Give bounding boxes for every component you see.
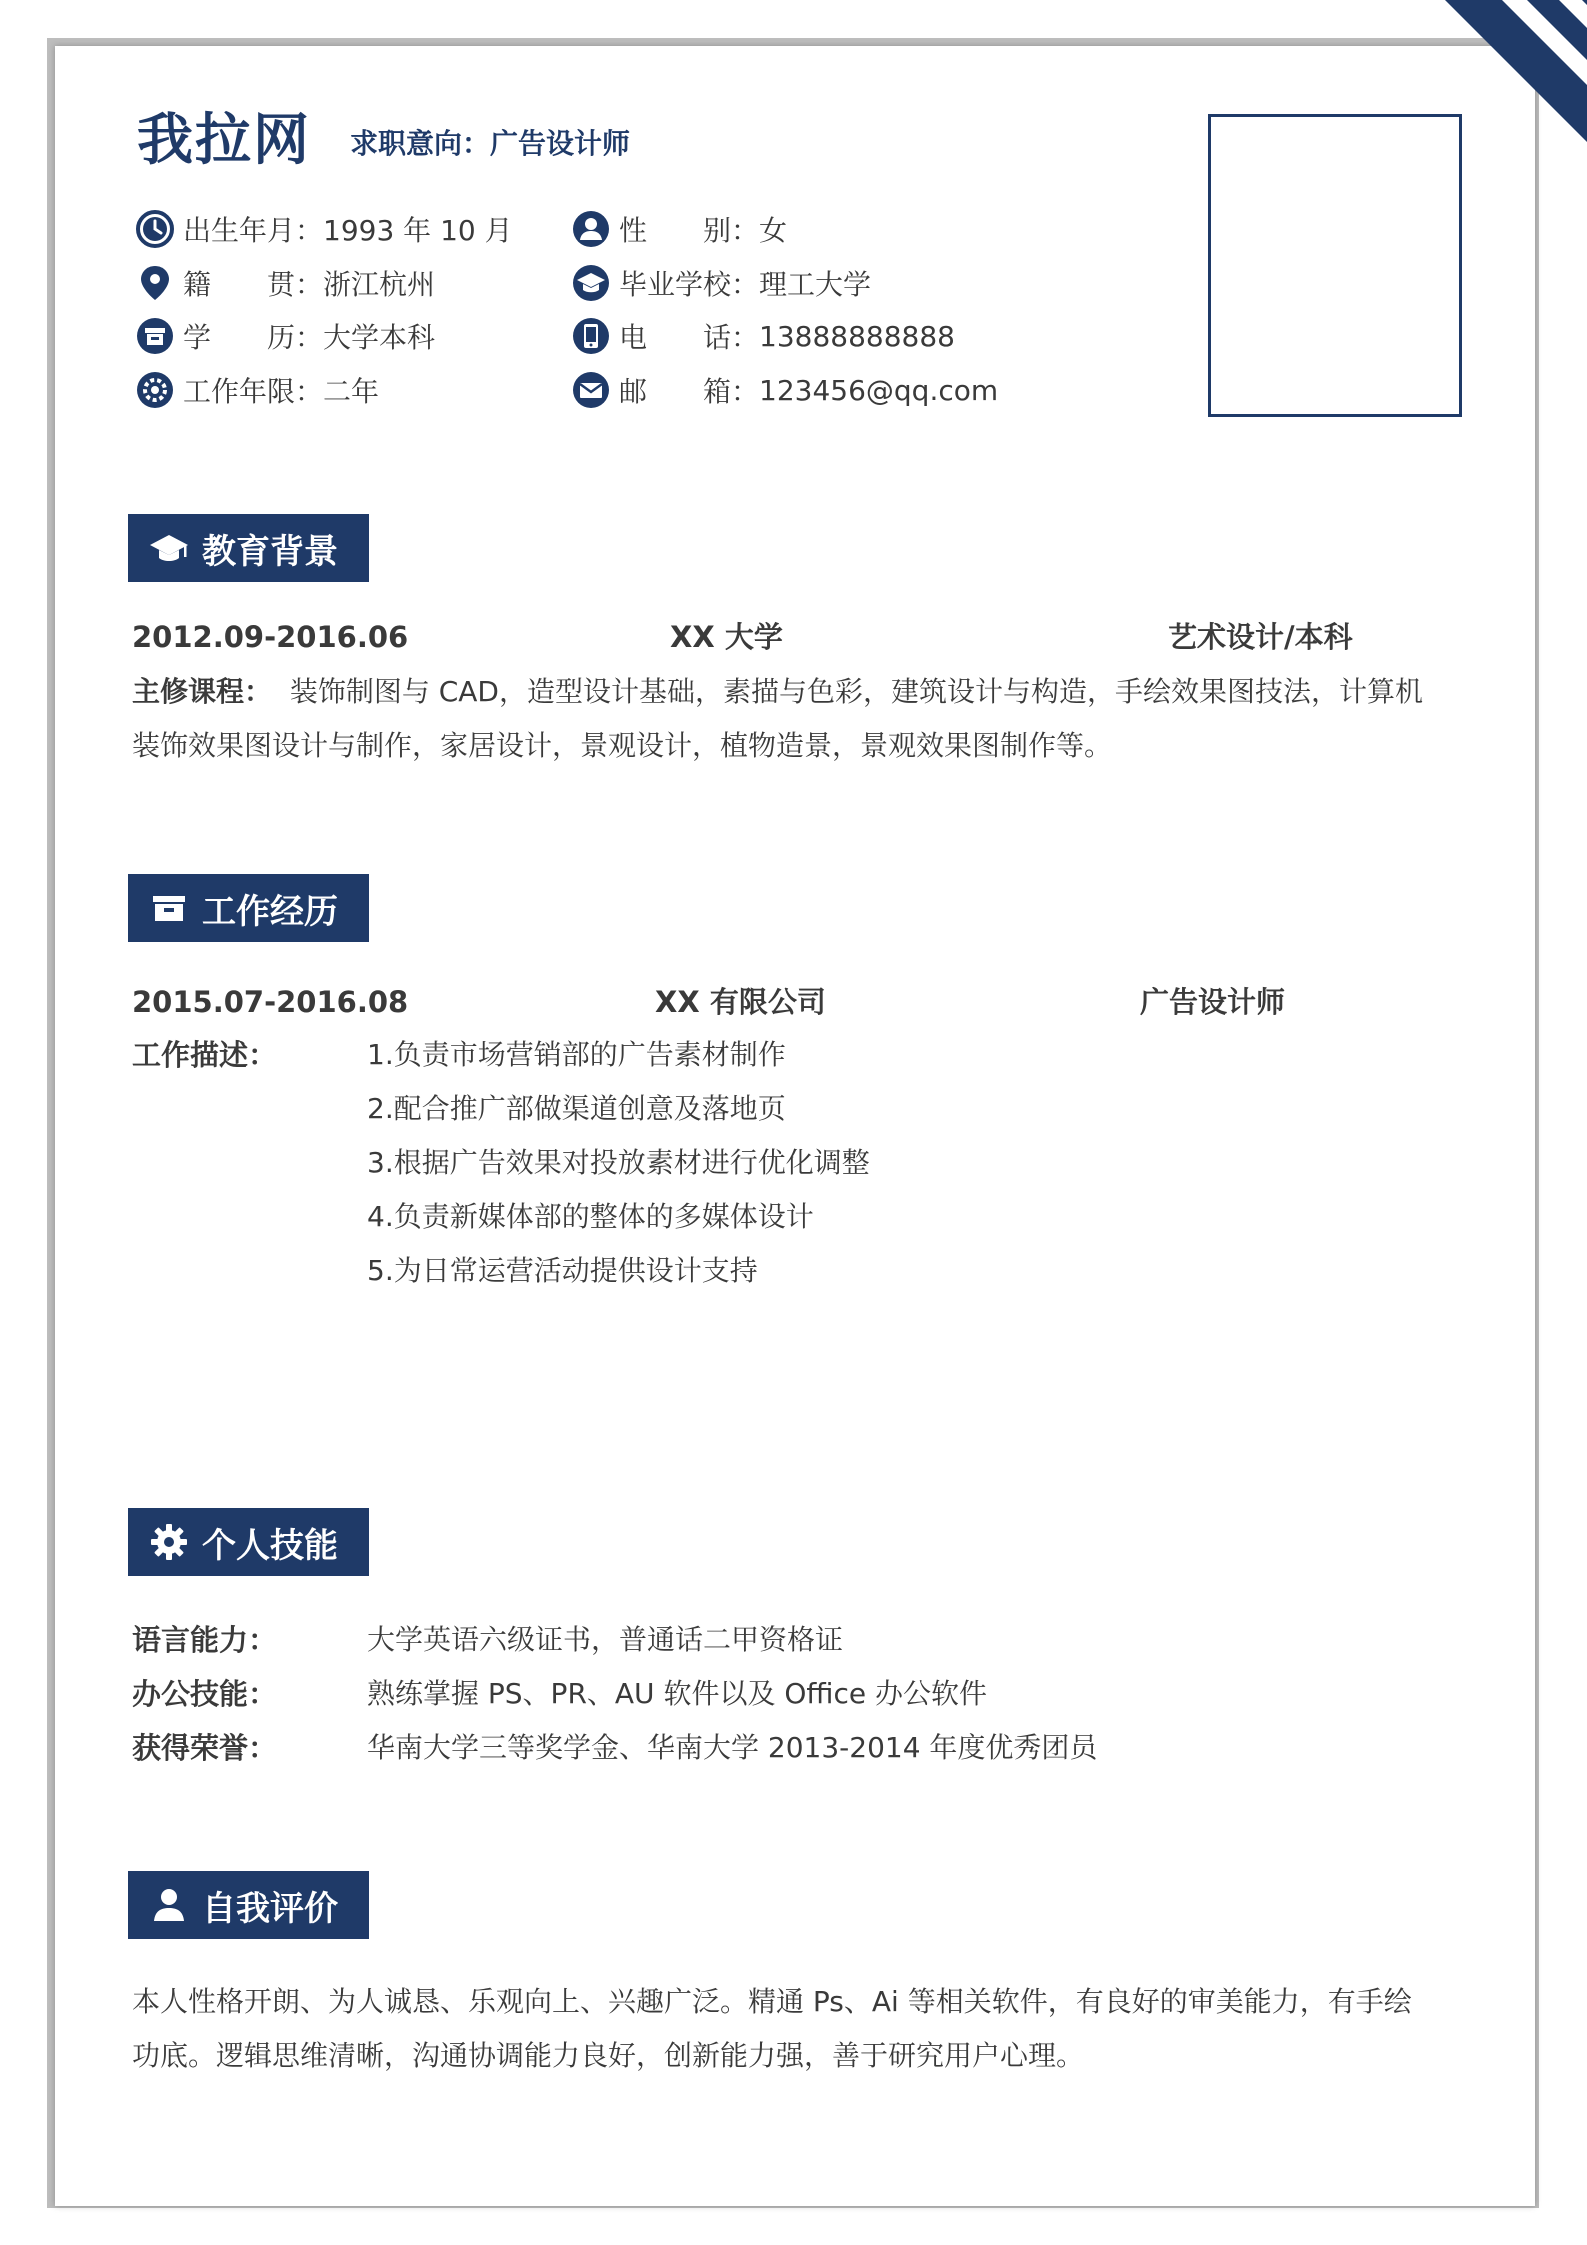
job-intent: 求职意向：广告设计师 (350, 127, 631, 160)
work-company: XX 有限公司 (655, 985, 826, 1019)
section-title: 自我评价 (202, 1888, 338, 1929)
info-value: 13888888888 (759, 319, 955, 353)
skill-value: 熟练掌握 PS、PR、AU 软件以及 Office 办公软件 (367, 1677, 987, 1710)
skill-label: 语言能力： (132, 1623, 278, 1657)
clock-icon (135, 209, 175, 249)
courses-line-2: 装饰效果图设计与制作，家居设计，景观设计，植物造景，景观效果图制作等。 (132, 729, 1113, 762)
education-courses (132, 665, 1472, 773)
work-desc-item: 2.配合推广部做渠道创意及落地页 (367, 1092, 786, 1125)
info-label: 邮 箱： (619, 375, 760, 408)
info-label: 学 历： (183, 321, 324, 354)
self-eval-line-1: 本人性格开朗、为人诚恳、乐观向上、兴趣广泛。精通 Ps、Ai 等相关软件，有良好的审美能力，有手绘 (132, 1985, 1412, 2018)
self-eval-line-2: 功底。逻辑思维清晰，沟通协调能力良好，创新能力强，善于研究用户心理。 (132, 2039, 1085, 2072)
courses-label: 主修课程： (132, 675, 273, 708)
info-hometown (135, 263, 435, 303)
graduation-cap-icon (148, 527, 190, 569)
info-label: 籍 贯： (183, 268, 324, 301)
courses-line-1: 装饰制图与 CAD，造型设计基础，素描与色彩，建筑设计与构造，手绘效果图技法，计算机 (289, 675, 1423, 708)
education-school: XX 大学 (670, 620, 783, 654)
section-header-skills (128, 1508, 369, 1576)
info-value: 理工大学 (759, 268, 872, 301)
mobile-phone-icon (571, 316, 611, 356)
section-header-work (128, 874, 369, 942)
gear-icon (148, 1521, 190, 1563)
info-label: 电 话： (619, 321, 760, 354)
info-value: 123456@qq.com (759, 373, 999, 407)
info-value: 浙江杭州 (323, 268, 436, 301)
work-position: 广告设计师 (1140, 985, 1286, 1019)
info-label: 工作年限： (183, 375, 324, 408)
section-title: 教育背景 (202, 531, 338, 572)
info-school (571, 263, 871, 303)
info-gender (571, 209, 787, 249)
work-desc-item: 1.负责市场营销部的广告素材制作 (367, 1038, 786, 1071)
work-desc-item: 5.为日常运营活动提供设计支持 (367, 1254, 758, 1287)
education-date: 2012.09-2016.06 (132, 620, 409, 654)
info-education (135, 316, 435, 356)
location-pin-icon (135, 263, 175, 303)
info-label: 毕业学校： (619, 268, 760, 301)
self-eval-text (132, 1975, 1472, 2083)
section-header-self-eval (128, 1871, 369, 1939)
info-value: 1993 年 10 月 (323, 214, 513, 247)
skill-label: 办公技能： (132, 1677, 278, 1711)
info-phone (571, 316, 955, 356)
graduation-cap-icon (571, 263, 611, 303)
work-desc-item: 3.根据广告效果对投放素材进行优化调整 (367, 1146, 870, 1179)
skill-value: 大学英语六级证书，普通话二甲资格证 (367, 1623, 844, 1656)
archive-box-icon (148, 887, 190, 929)
envelope-icon (571, 370, 611, 410)
info-value: 女 (759, 214, 788, 247)
section-title: 工作经历 (202, 891, 338, 932)
info-label: 性 别： (619, 214, 760, 247)
work-desc-label: 工作描述： (132, 1038, 278, 1072)
info-email (571, 370, 998, 410)
work-desc-item: 4.负责新媒体部的整体的多媒体设计 (367, 1200, 814, 1233)
skill-label: 获得荣誉： (132, 1731, 278, 1765)
archive-box-icon (135, 316, 175, 356)
user-icon (571, 209, 611, 249)
gear-icon (135, 370, 175, 410)
education-major: 艺术设计/本科 (1168, 620, 1353, 654)
info-birth (135, 209, 513, 249)
applicant-name: 我拉网 (137, 108, 311, 173)
section-header-education (128, 514, 369, 582)
info-value: 大学本科 (323, 321, 436, 354)
skill-value: 华南大学三等奖学金、华南大学 2013-2014 年度优秀团员 (367, 1731, 1098, 1764)
section-title: 个人技能 (202, 1525, 338, 1566)
info-value: 二年 (323, 375, 380, 408)
info-label: 出生年月： (183, 214, 324, 247)
work-date: 2015.07-2016.08 (132, 985, 409, 1019)
photo-placeholder (1208, 114, 1462, 417)
user-icon (148, 1884, 190, 1926)
info-work-years (135, 370, 379, 410)
